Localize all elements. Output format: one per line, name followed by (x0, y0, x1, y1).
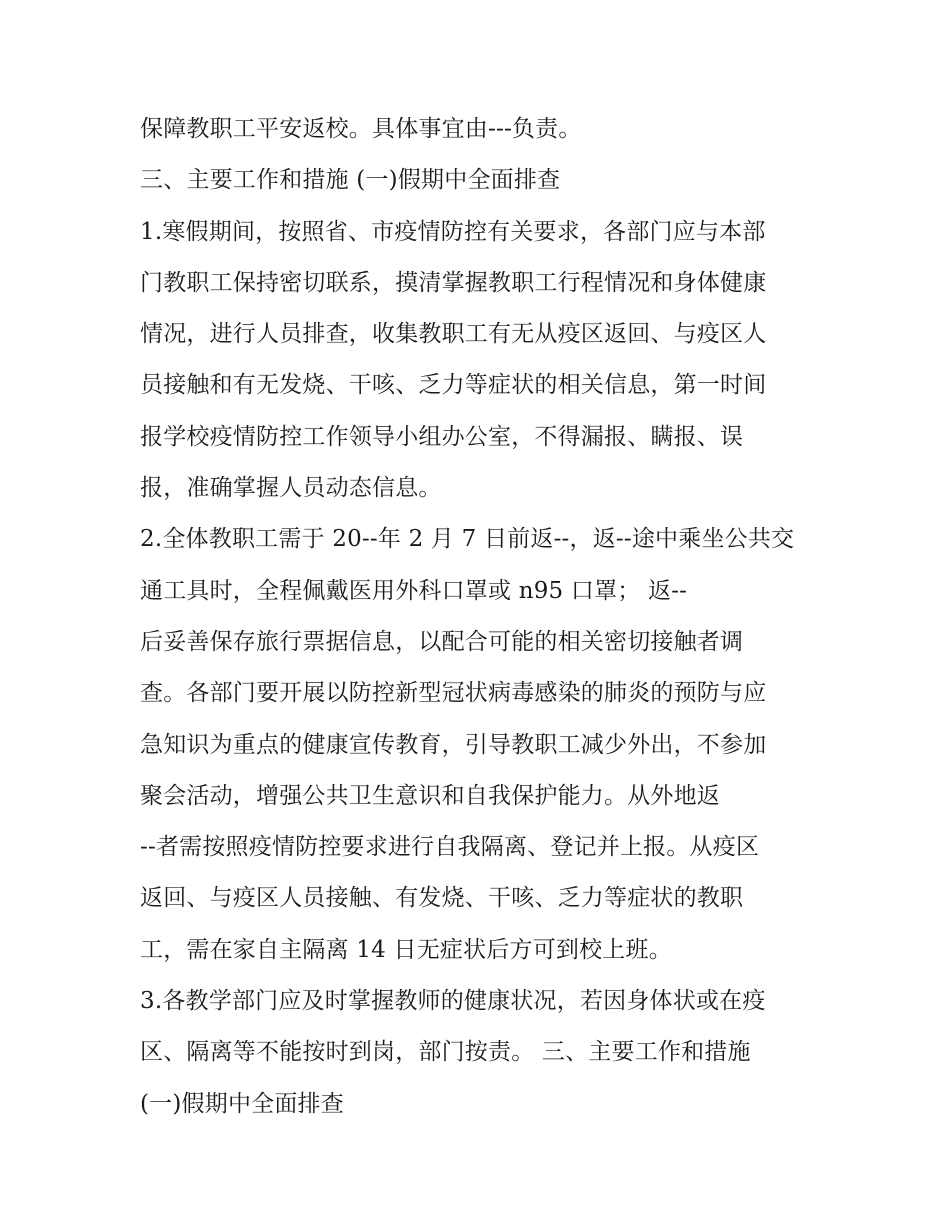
text-line: 1.寒假期间，按照省、市疫情防控有关要求，各部门应与本部 (140, 218, 766, 245)
text-line: 通工具时，全程佩戴医用外科口罩或 n95 口罩； 返-- (140, 577, 688, 604)
section-heading: (一)假期中全面排查 (140, 1090, 344, 1117)
text-line: 员接触和有无发烧、干咳、乏力等症状的相关信息，第一时间 (140, 372, 767, 399)
text-line: --者需按照疫情防控要求进行自我隔离、登记并上报。从疫区 (140, 834, 760, 861)
text-line: 区、隔离等不能按时到岗，部门按责。 三、主要工作和措施 (140, 1039, 751, 1066)
text-line: 保障教职工平安返校。具体事宜由---负责。 (140, 116, 582, 142)
text-line: 聚会活动，增强公共卫生意识和自我保护能力。从外地返 (140, 782, 720, 809)
text-line: 情况，进行人员排查，收集教职工有无从疫区返回、与疫区人 (140, 321, 767, 348)
text-line: 急知识为重点的健康宣传教育，引导教职工减少外出，不参加 (140, 731, 767, 758)
document-body (140, 104, 820, 1130)
text-line: 后妥善保存旅行票据信息，以配合可能的相关密切接触者调 (140, 628, 744, 655)
text-line: 查。各部门要开展以防控新型冠状病毒感染的肺炎的预防与应 (140, 680, 767, 707)
section-heading: 三、主要工作和措施 (一)假期中全面排查 (140, 167, 561, 194)
text-line: 工，需在家自主隔离 14 日无症状后方可到校上班。 (140, 936, 672, 963)
text-line: 报学校疫情防控工作领导小组办公室，不得漏报、瞒报、误 (140, 423, 744, 450)
text-line: 2.全体教职工需于 20--年 2 月 7 日前返--，返--途中乘坐公共交 (140, 526, 795, 553)
text-line: 3.各教学部门应及时掌握教师的健康状况，若因身体状或在疫 (140, 988, 766, 1015)
text-line: 报，准确掌握人员动态信息。 (140, 475, 442, 502)
text-line: 门教职工保持密切联系，摸清掌握教职工行程情况和身体健康 (140, 269, 767, 296)
text-line: 返回、与疫区人员接触、有发烧、干咳、乏力等症状的教职 (140, 885, 744, 912)
